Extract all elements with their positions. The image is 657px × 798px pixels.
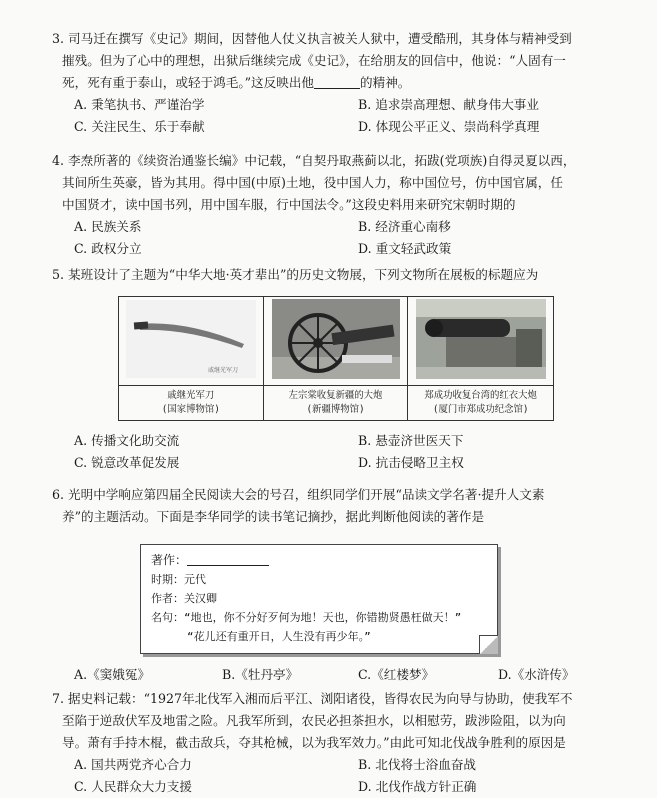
q3-options-row2 [52,116,618,138]
sabre-image-icon [126,300,256,378]
q7-option-a[interactable]: A. 国共两党齐心合力 [74,757,192,772]
q3-answer-blank [314,74,360,89]
q5-caption-1-name: 戚继光军刀 [167,390,215,401]
page-fold-corner [479,635,498,654]
red-cannon-image-icon [416,299,546,379]
q3-line3-before: 死，死有重于泰山，或轻于鸿毛。”这反映出他 [62,75,315,90]
q6-note-period: 时期：元代 [151,573,206,586]
q3-options-row1 [52,94,618,116]
q5-options-row1 [52,430,618,452]
q4-line1: 4. 李焘所著的《续资治通鉴长编》中记载，“自契丹取燕蓟以北，拓跋(党项族)自得灵夏以西， [52,153,576,168]
question-6-options [52,664,618,686]
q6-note-author: 作者：关汉卿 [151,592,217,605]
q5-caption-2-name: 左宗棠收复新疆的大炮 [288,390,383,401]
q5-caption-2 [263,386,408,421]
q4-line3: 中国贤才，读中国书列，用中国车服，行中国法令。”这段史料用来研究宋朝时期的 [62,197,516,212]
q3-option-c[interactable]: C. 关注民生、乐于奉献 [74,119,205,134]
q5-photo-cannon-xinjiang [263,297,408,386]
q5-stem: 5. 某班设计了主题为“中华大地·英才辈出”的历史文物展，下列文物所在展板的标题应为 [52,267,539,282]
q4-options-row2 [52,238,618,260]
q6-option-a[interactable]: A.《窦娥冤》 [74,667,151,682]
q7-option-b[interactable]: B. 北伐将士浴血奋战 [358,757,477,772]
q6-line2: 养”的主题活动。下面是李华同学的读书笔记摘抄，据此判断他阅读的著作是 [62,509,485,524]
q6-option-c[interactable]: C.《红楼梦》 [358,667,435,682]
q4-option-b[interactable]: B. 经济重心南移 [358,219,451,234]
q5-option-c[interactable]: C. 锐意改革促发展 [74,455,180,470]
q4-option-a[interactable]: A. 民族关系 [74,219,142,234]
question-4 [52,150,618,260]
q5-caption-3-museum: (厦门市郑成功纪念馆) [432,404,529,415]
q6-line1: 6. 光明中学响应第四届全民阅读大会的号召，组织同学们开展“品读文学名著·提升人文素 [52,487,545,502]
q6-option-b[interactable]: B.《牡丹亭》 [222,667,299,682]
q6-reading-note-card [140,544,498,654]
q7-options-row2 [52,776,618,798]
sabre-photo-label: 戚继光军刀 [207,367,238,374]
q6-options-row [52,664,618,686]
q3-line3 [52,72,618,94]
q6-note-work [151,551,487,570]
q3-line2: 摧残。但为了心中的理想，出狱后继续完成《史记》，在给朋友的回信中，他说：“人固有一 [62,53,566,68]
q5-option-d[interactable]: D. 抗击侵略卫主权 [358,455,464,470]
q4-line2: 其间所生英豪，皆为其用。得中国(中原)土地，役中国人力，称中国位号，仿中国官属，任 [62,175,563,190]
q6-note-quote2: “花儿还有重开日，人生没有再少年。” [187,630,371,643]
q5-caption-2-museum: (新疆博物馆) [306,404,365,415]
question-5-options [52,430,618,474]
q5-artifact-table [118,296,554,421]
q7-line1: 7. 据史料记载：“1927年北伐军入湘而后平江、浏阳诸役，皆得农民为向导与协助，使我军不 [52,691,573,706]
q4-option-d[interactable]: D. 重文轻武政策 [358,241,452,256]
question-6 [52,484,618,528]
question-3 [52,28,618,138]
q7-line2: 至陷于逆敌伏军及地雷之险。凡我军所到，农民必担茶担水，以相慰劳，跋涉险阻，以为向 [62,713,566,728]
q3-line1: 3. 司马迁在撰写《史记》期间，因替他人仗义执言被关人狱中，遭受酷刑，其身体与精神受到 [52,31,572,46]
q5-caption-3 [408,386,554,421]
q5-caption-3-name: 郑成功收复台湾的红衣大炮 [424,390,537,401]
q3-option-b[interactable]: B. 追求崇高理想、献身伟大事业 [358,97,539,112]
q7-line3: 导。萧有手持木棍，截击敌兵，夺其枪械，以为我军效力。”由此可知北伐战争胜利的原因是 [62,735,566,750]
q5-caption-1-museum: (国家博物馆) [161,404,220,415]
q5-options-row2 [52,452,618,474]
q5-photo-sabre [119,297,264,386]
q6-note-work-blank [187,552,269,566]
q4-option-c[interactable]: C. 政权分立 [74,241,142,256]
q7-options-row1 [52,754,618,776]
q7-option-c[interactable]: C. 人民群众大力支援 [74,779,192,794]
question-5 [52,264,618,286]
q3-option-d[interactable]: D. 体现公平正义、崇尚科学真理 [358,119,540,134]
q5-option-b[interactable]: B. 悬壶济世医天下 [358,433,464,448]
q6-note-work-label: 著作： [151,553,188,567]
question-7-options [52,754,618,798]
question-7 [52,688,618,754]
q4-options-row1 [52,216,618,238]
cannon-wheel-image-icon [272,299,400,379]
q6-option-d[interactable]: D.《水浒传》 [498,667,575,682]
q5-photo-cannon-taiwan [408,297,554,386]
q5-option-a[interactable]: A. 传播文化助交流 [74,433,180,448]
q3-option-a[interactable]: A. 秉笔执书、严谨治学 [74,97,205,112]
q7-option-d[interactable]: D. 北伐作战方针正确 [358,779,477,794]
q6-note-quote1: 名句：“地也，你不分好歹何为地！天也，你错勘贤愚枉做天！” [151,611,462,624]
q5-caption-1 [119,386,264,421]
q3-line3-after: 的精神。 [360,75,411,90]
